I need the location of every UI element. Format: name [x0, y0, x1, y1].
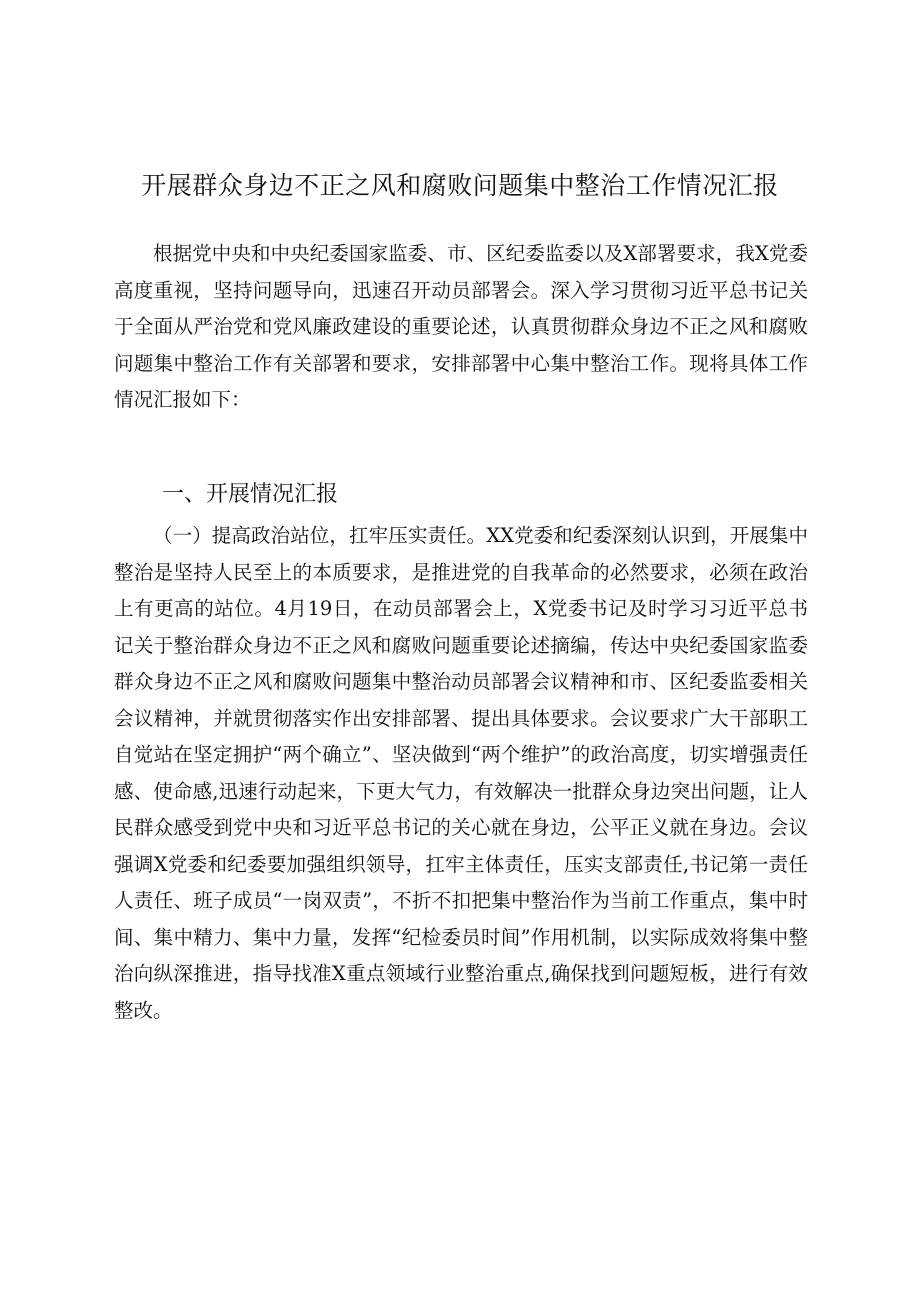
document-title: 开展群众身边不正之风和腐败问题集中整治工作情况汇报: [141, 171, 779, 200]
intro-paragraph: 根据党中央和中央纪委国家监委、市、区纪委监委以及X部署要求，我X党委高度重视，坚持问题导向，迅速召开动员部署会。深入学习贯彻习近平总书记关于全面从严治党和党风廉政建设的重要论述，认真贯彻群众身边不正之风和腐败问题集中整治工作有关部署和要求，安排部署中心集中整治工作。现将具体工作情况汇报如下：: [114, 242, 808, 411]
section-heading: 一、开展情况汇报: [162, 482, 339, 507]
body-paragraph: （一）提高政治站位，扛牢压实责任。XX党委和纪委深刻认识到，开展集中整治是坚持人民至上的本质要求，是推进党的自我革命的必然要求，必须在政治上有更高的站位。4月19日，在动员部署会上，X党委书记及时学习习近平总书记关于整治群众身边不正之风和腐败问题重要论述摘编，传达中央纪委国家监委群众身边不正之风和腐败问题集中整治动员部署会议精神和市、区纪委监委相关会议精神，并就贯彻落实作出安排部署、提出具体要求。会议要求广大干部职工自觉站在坚定拥护“两个确立”、坚决做到“两个维护”的政治高度，切实增强责任感、使命感,迅速行动起来，下更大气力，有效解决一批群众身边突出问题，让人民群众感受到党中央和习近平总书记的关心就在身边，公平正义就在身边。会议强调X党委和纪委要加强组织领导，扛牢主体责任，压实支部责任,书记第一责任人责任、班子成员“一岗双责”，不折不扣把集中整治作为当前工作重点，集中时间、集中精力、集中力量，发挥“纪检委员时间”作用机制，以实际成效将集中整治向纵深推进，指导找准X重点领域行业整治重点,确保找到问题短板，进行有效整改。: [114, 524, 808, 1022]
